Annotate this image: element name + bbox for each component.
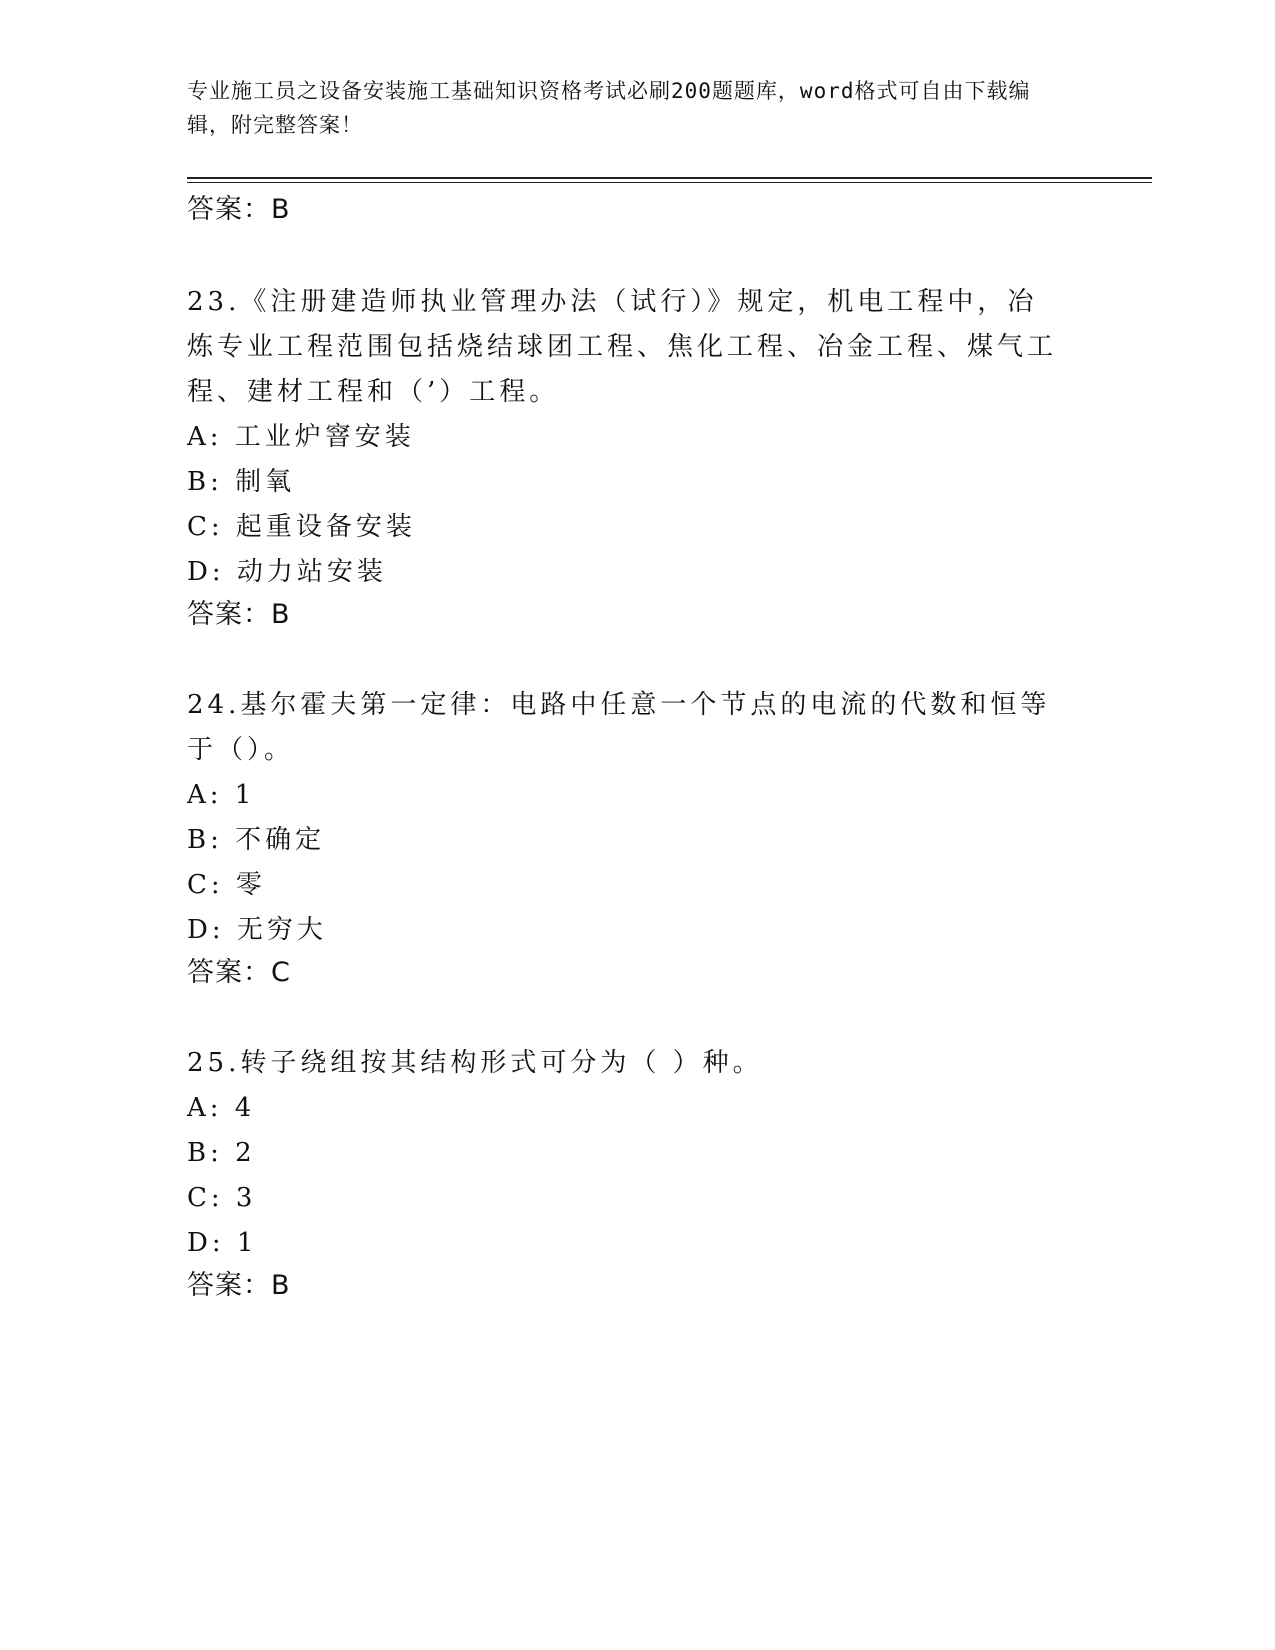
question-stem: 24.基尔霍夫第一定律：电路中任意一个节点的电流的代数和恒等于（）。 [187, 690, 1051, 765]
question-25 [187, 1041, 1087, 1306]
answer: 答案：B [187, 1270, 291, 1301]
option-d: D: 1 [187, 1228, 258, 1258]
question-stem: 23.《注册建造师执业管理办法（试行）》规定，机电工程中，冶炼专业工程范围包括烧结球团工程、焦化工程、冶金工程、煤气工程、建材工程和（’）工程。 [187, 287, 1058, 407]
answer: 答案：C [187, 957, 291, 988]
document-header: 专业施工员之设备安装施工基础知识资格考试必刷200题题库，word格式可自由下载编辑，附完整答案！ [187, 79, 1031, 137]
option-c: C: 起重设备安装 [187, 512, 416, 542]
option-d: D: 动力站安装 [187, 557, 387, 587]
option-c: C: 零 [187, 870, 266, 900]
question-list [187, 190, 1087, 1306]
question-23 [187, 280, 1087, 635]
option-a: A: 工业炉窨安装 [187, 422, 415, 452]
option-b: B: 2 [187, 1138, 256, 1168]
option-c: C: 3 [187, 1183, 257, 1213]
answer: 答案：B [187, 599, 291, 630]
option-b: B: 不确定 [187, 825, 326, 855]
option-b: B: 制氧 [187, 467, 296, 497]
header-divider-thick [187, 177, 1152, 179]
option-a: A: 1 [187, 780, 256, 810]
header-divider-thin [187, 182, 1152, 183]
previous-answer: 答案：B [187, 194, 291, 225]
option-a: A: 4 [187, 1093, 256, 1123]
question-24 [187, 683, 1087, 993]
option-d: D: 无穷大 [187, 915, 327, 945]
question-stem: 25.转子绕组按其结构形式可分为（ ）种。 [187, 1048, 763, 1078]
